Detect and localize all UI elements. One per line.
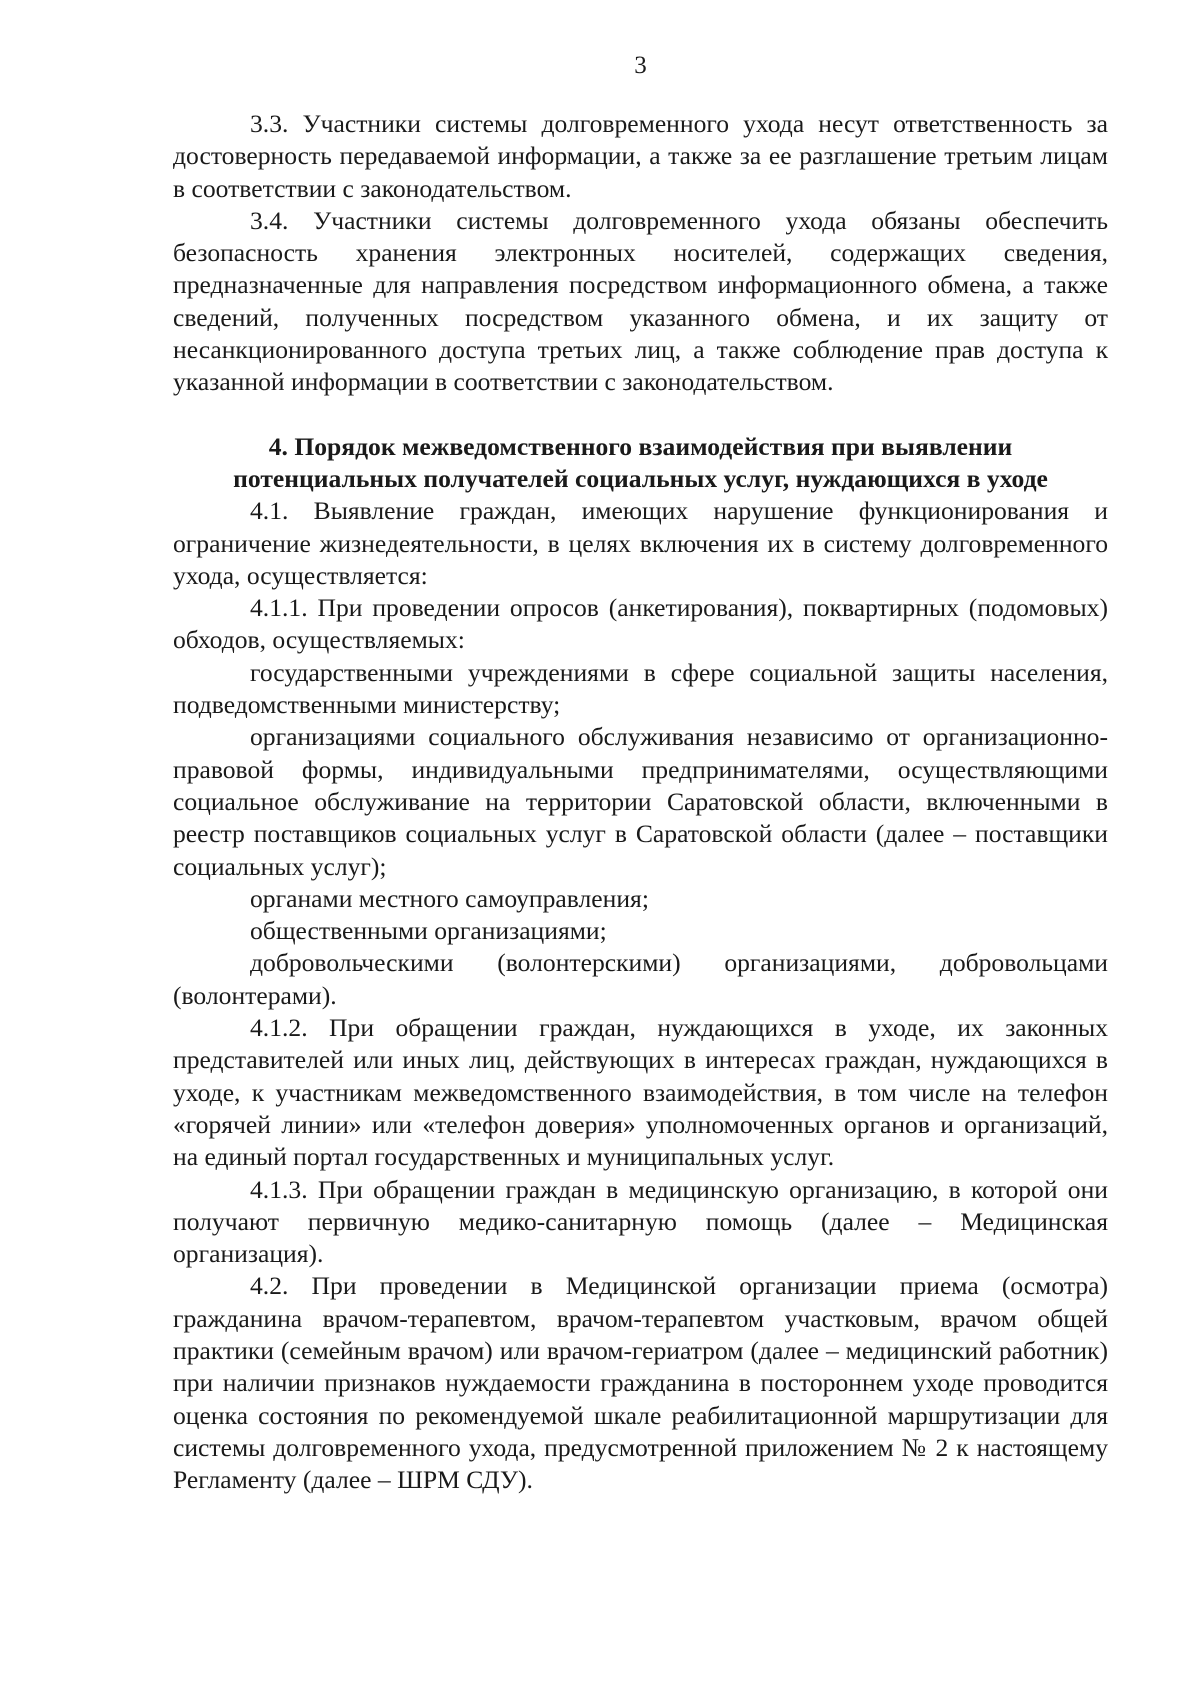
list-item-service-organizations: организациями социального обслуживания независимо от организационно-правовой формы, индивидуальными предпринимателями, осуществляющими социальное обслуживание на территории Саратовской области, включенными в реестр поставщиков социальных услуг в Саратовской области (далее – поставщики социальных услуг);: [173, 722, 1108, 881]
section-heading-line-1: 4. Порядок межведомственного взаимодействия при выявлении: [268, 431, 1013, 461]
section-heading-line-2: потенциальных получателей социальных услуг, нуждающихся в уходе: [233, 463, 1048, 493]
paragraph-4-1-2: 4.1.2. При обращении граждан, нуждающихся в уходе, их законных представителей или иных лиц, действующих в интересах граждан, нуждающихся в уходе, к участникам межведомственного взаимодействия, в том числе на телефон «горячей линии» или «телефон доверия» уполномоченных органов и организаций, на единый портал государственных и муниципальных услуг.: [173, 1013, 1108, 1172]
list-item-volunteers: добровольческими (волонтерскими) организациями, добровольцами (волонтерами).: [173, 948, 1108, 1010]
paragraph-4-1-1: 4.1.1. При проведении опросов (анкетирования), поквартирных (подомовых) обходов, осуществляемых:: [173, 593, 1108, 655]
document-body: [173, 108, 1108, 1496]
paragraph-3-4: 3.4. Участники системы долговременного ухода обязаны обеспечить безопасность хранения электронных носителей, содержащих сведения, предназначенные для направления посредством информационного обмена, а также сведений, полученных посредством указанного обмена, и их защиту от несанкционированного доступа третьих лиц, а также соблюдение прав доступа к указанной информации в соответствии с законодательством.: [173, 205, 1108, 397]
paragraph-3-3: 3.3. Участники системы долговременного ухода несут ответственность за достоверность передаваемой информации, а также за ее разглашение третьим лицам в соответствии с законодательством.: [173, 109, 1108, 203]
page-number: 3: [634, 52, 647, 79]
list-item-local-government: органами местного самоуправления;: [250, 883, 649, 913]
paragraph-4-1-3: 4.1.3. При обращении граждан в медицинскую организацию, в которой они получают первичную медико-санитарную помощь (далее – Медицинская организация).: [173, 1174, 1108, 1269]
paragraph-4-2: 4.2. При проведении в Медицинской организации приема (осмотра) гражданина врачом-терапевтом, врачом-терапевтом участковым, врачом общей практики (семейным врачом) или врачом-гериатром (далее – медицинский работник) при наличии признаков нуждаемости гражданина в постороннем уходе проводится оценка состояния по рекомендуемой шкале реабилитационной маршрутизации для системы долговременного ухода, предусмотренной приложением № 2 к настоящему Регламенту (далее – ШРМ СДУ).: [173, 1271, 1108, 1495]
list-item-public-organizations: общественными организациями;: [250, 916, 607, 946]
paragraph-4-1: 4.1. Выявление граждан, имеющих нарушение функционирования и ограничение жизнедеятельности, в целях включения их в систему долговременного ухода, осуществляется:: [173, 496, 1108, 590]
list-item-state-institutions: государственными учреждениями в сфере социальной защиты населения, подведомственными министерству;: [173, 657, 1108, 720]
section-heading: [173, 431, 1108, 496]
